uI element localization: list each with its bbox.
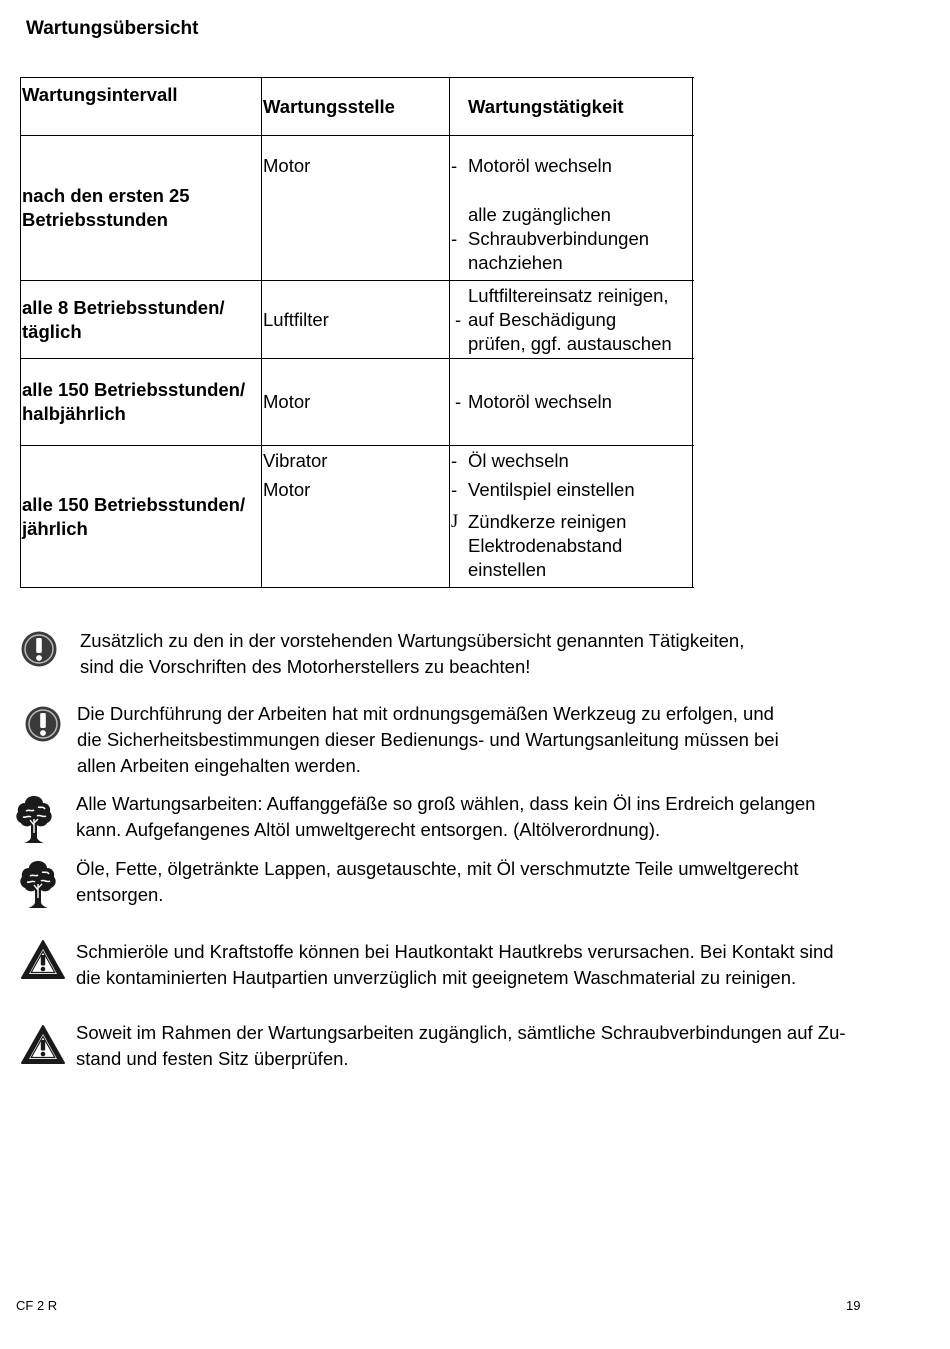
row-interval: täglich [22, 321, 82, 342]
row-activity: einstellen [468, 559, 547, 580]
page-title: Wartungsübersicht [26, 18, 199, 39]
bullet-marker: - [451, 450, 458, 471]
row-activity: alle zugänglichen [468, 204, 611, 225]
row-activity: Schraubverbindungen [468, 228, 650, 249]
note-text-line: die kontaminierten Hautpartien unverzüglich mit geeignetem Waschmaterial zu reinigen. [76, 967, 797, 988]
header-location: Wartungsstelle [263, 96, 395, 117]
row-interval: alle 150 Betriebsstunden/ [22, 379, 246, 400]
table-header-divider [20, 135, 694, 136]
row-interval: nach den ersten 25 [22, 185, 190, 206]
row-interval: Betriebsstunden [22, 209, 168, 230]
tree-environment-icon [18, 858, 58, 915]
note-text-line: Schmieröle und Kraftstoffe können bei Hautkontakt Hautkrebs verursachen. Bei Kontakt sind [76, 941, 834, 962]
row-activity: prüfen, ggf. austauschen [468, 333, 672, 354]
row-activity: auf Beschädigung [468, 309, 617, 330]
note-text-line: Alle Wartungsarbeiten: Auffanggefäße so groß wählen, dass kein Öl ins Erdreich gelangen [76, 793, 816, 814]
table-border-right [692, 77, 693, 588]
note-text-line: Soweit im Rahmen der Wartungsarbeiten zugänglich, sämtliche Schraubverbindungen auf Zu- [76, 1022, 846, 1043]
note-text-line: stand und festen Sitz überprüfen. [76, 1048, 349, 1069]
note-text-line: allen Arbeiten eingehalten werden. [77, 755, 361, 776]
warning-triangle-icon [20, 939, 66, 986]
row-location: Motor [263, 391, 311, 412]
row-location: Luftfilter [263, 309, 329, 330]
table-row-divider [20, 445, 694, 446]
exclamation-circle-icon [20, 630, 58, 673]
page-number: 19 [846, 1298, 861, 1313]
note-text-line: Die Durchführung der Arbeiten hat mit ordnungsgemäßen Werkzeug zu erfolgen, und [77, 703, 774, 724]
exclamation-circle-icon [24, 705, 62, 748]
table-column-divider [261, 77, 262, 588]
row-activity: Zündkerze reinigen [468, 511, 627, 532]
table-border-bottom [20, 587, 694, 588]
table-row-divider [20, 280, 694, 281]
row-interval: jährlich [22, 518, 88, 539]
tree-environment-icon [14, 793, 54, 850]
bullet-marker: - [451, 479, 458, 500]
bullet-marker: J [451, 512, 459, 532]
header-interval: Wartungsintervall [22, 84, 178, 105]
row-activity: Motoröl wechseln [468, 155, 612, 176]
bullet-marker: - [451, 155, 458, 176]
table-border-top [20, 77, 694, 78]
table-border-left [20, 77, 21, 588]
table-column-divider [449, 77, 450, 588]
footer-model: CF 2 R [16, 1298, 58, 1313]
header-activity: Wartungstätigkeit [468, 96, 624, 117]
note-text-line: die Sicherheitsbestimmungen dieser Bedienungs- und Wartungsanleitung müssen bei [77, 729, 779, 750]
row-location: Motor [263, 479, 311, 500]
note-text-line: Öle, Fette, ölgetränkte Lappen, ausgetauschte, mit Öl verschmutzte Teile umweltgerecht [76, 858, 799, 879]
row-activity: Motoröl wechseln [468, 391, 612, 412]
row-activity: Luftfiltereinsatz reinigen, [468, 285, 669, 306]
row-activity: Ventilspiel einstellen [468, 479, 635, 500]
note-text-line: Zusätzlich zu den in der vorstehenden Wartungsübersicht genannten Tätigkeiten, [80, 630, 745, 651]
maintenance-table [20, 77, 694, 588]
row-interval: alle 8 Betriebsstunden/ [22, 297, 225, 318]
bullet-marker: - [455, 309, 462, 330]
row-location: Motor [263, 155, 311, 176]
bullet-marker: - [451, 228, 458, 249]
bullet-marker: - [455, 391, 462, 412]
table-row-divider [20, 358, 694, 359]
note-text-line: kann. Aufgefangenes Altöl umweltgerecht entsorgen. (Altölverordnung). [76, 819, 661, 840]
row-activity: Öl wechseln [468, 450, 569, 471]
row-activity: Elektrodenabstand [468, 535, 623, 556]
note-text-line: sind die Vorschriften des Motorherstellers zu beachten! [80, 656, 531, 677]
warning-triangle-icon [20, 1024, 66, 1071]
row-location: Vibrator [263, 450, 328, 471]
note-text-line: entsorgen. [76, 884, 164, 905]
row-interval: halbjährlich [22, 403, 126, 424]
row-activity: nachziehen [468, 252, 563, 273]
row-interval: alle 150 Betriebsstunden/ [22, 494, 246, 515]
